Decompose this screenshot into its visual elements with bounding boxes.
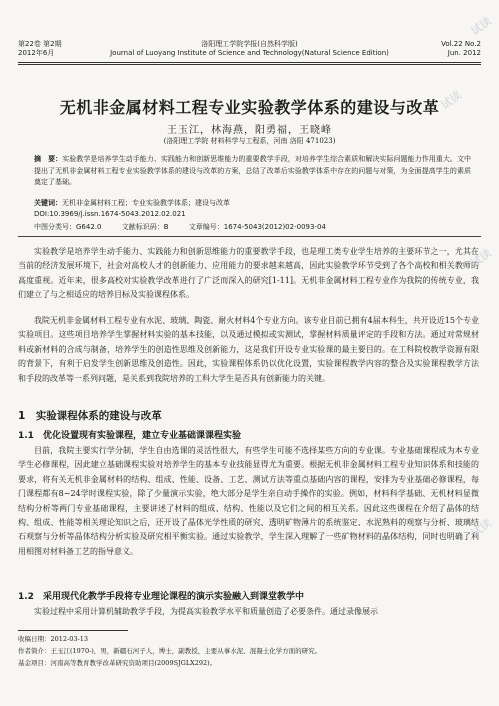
paragraph-intro-1: 实验教学是培养学生动手能力、实践能力和创新思维能力的重要教学手段，也是理工类专业学生培养的主要环节之一，尤其在当前的经济发展环境下，社会对高校人才的创新能力、应用能力的要求越来越高，因此实验教学环节受到了各个高校和相关教师的高度重视。近年来，很多高校对实验教学改革进行了广泛而深入的研究[1-11]。无机非金属材料工程专业作为我院的传统专业，我们建立了与之相适应的培养目标及实验课程体系。 <box>18 247 479 300</box>
header-volume <box>18 40 62 58</box>
header-volume-issue: 第22卷 第2期 <box>18 40 62 48</box>
paper-authors: 王玉江，林海燕，阳勇福，王晓峰 <box>167 125 332 136</box>
footnote-author: 作者简介：王玉江(1970-)，男，新疆石河子人，博士，副教授，主要从事水泥、混凝土化学方面的研究。 <box>18 647 322 655</box>
section-1-1-text: 目前，我院主要实行学分制，学生自由选课的灵活性很大，有些学生可能不选择某些方向的专业课。专业基础课程成为本专业学生必修课程，因此建立基础课程实验对培养学生的基本专业技能显得尤为重要。根据无机非金属材料工程专业知识体系和技能的要求，将有关无机非金属材料的结构、组成、性能、设备、工艺、测试方法等重点基础内容的课程，安排为专业基础必修课程，每门课程都有8~24学时课程实验，除了少量演示实验，绝大部分是学生亲自动手操作的实验。例如，材料科学基础、无机材料显微结构分析等两门专业基础课程，主要讲述了材料的组成、结构、性能以及它们之间的相互关系。因此这些课程在介绍了晶体的结构、组成、性能等相关理论知识之后，还开设了晶体光学性质的研究、透明矿物薄片的系统鉴定、水泥熟料的观察与分析、玻璃结石观察与分析等晶体结构分析实验及研究相平衡实验。通过实验教学，学生深入理解了一些矿物材料的晶体结构，同时也明确了利用相图对材料备工艺的指导意义。 <box>18 446 479 556</box>
section-1-number: 1 <box>18 410 26 422</box>
section-1-2-title: 采用现代化教学手段将专业理论课程的演示实验融入到课堂教学中 <box>42 592 304 602</box>
abstract-label: 摘 要： <box>34 155 63 163</box>
document-code: 文献标识码：B <box>121 223 169 231</box>
watermark: 试读 <box>468 246 495 271</box>
header-journal <box>108 40 391 58</box>
section-1-title: 实验课程体系的建设与改革 <box>35 410 162 422</box>
paper-title: 无机非金属材料工程专业实验教学体系的建设与改革 <box>59 98 440 117</box>
abstract-separator <box>18 236 481 237</box>
header-date: 2012年6月 <box>18 49 55 57</box>
classification <box>34 222 471 232</box>
section-1-1-title: 优化设置现有实验课程，建立专业基础课课程实验 <box>42 431 241 441</box>
keywords-text: 无机非金属材料工程；专业实验教学体系；建设与改革 <box>62 199 230 207</box>
header-rule-thick <box>18 62 481 63</box>
watermark: 试读 <box>468 14 495 39</box>
watermark: 试读 <box>468 516 495 541</box>
footnote-fund: 基金项目：河南高等教育教学改革研究资助项目(2009SJGLX292)。 <box>18 659 217 667</box>
paper-affiliation: (洛阳理工学院 材料科学与工程系，河南 洛阳 471023) <box>163 137 336 145</box>
header-month: Jun. 2012 <box>447 49 481 57</box>
keywords-label: 关键词： <box>34 199 62 207</box>
paragraph-intro-2: 我院无机非金属材料工程专业有水泥、玻璃、陶瓷、耐火材料4个专业方向。该专业目前已拥有4届本科生，共开设近15个专业实验项目。这些项目培养学生掌握材料实验的基本技能，以及通过模拟或实测试，掌握材料质量评定的手段和方法。通过对常规材料或新材料的合成与制备，培养学生的创造性思维及创新能力，这是我们开设专业实验课的最主要目的。在工科院校教学资源有限的背景下，有利于启发学生创新思维及创造性。因此，实验课程体系仍以优化设置，实验课程教学内容的整合及实验课程教学方法和手段的改革等一系列问题，是关系到我院培养的工科大学生是否具有创新能力的关键。 <box>18 316 479 383</box>
header-journal-en: Journal of Luoyang Institute of Science and Technology(Natural Science Edition) <box>110 49 389 57</box>
section-1-2-heading <box>18 589 304 602</box>
footnote-rule <box>18 630 128 631</box>
article-number: 文章编号：1674-5043(2012)02-0093-04 <box>188 223 326 231</box>
abstract-text: 实验教学是培养学生动手能力、实践能力和创新思维能力的重要教学手段，对培养学生综合素质和解决实际问题能力作用重大。文中提出了无机非金属材料工程专业实验教学体系的建设与改革的方案，总结了改革后实验教学体系中存在的问题与对策，为全面提高学生的素质奠定了基础。 <box>34 155 472 186</box>
section-1-heading <box>18 408 162 423</box>
header-journal-cn: 洛阳理工学院学报(自然科学版) <box>201 40 298 48</box>
keywords <box>34 198 471 208</box>
footnote-received: 收稿日期：2012-03-13 <box>18 635 88 643</box>
abstract <box>34 154 471 189</box>
section-1-2-number: 1.2 <box>18 592 34 602</box>
header-rule-thin <box>18 64 481 65</box>
section-1-1-number: 1.1 <box>18 431 34 441</box>
clc-number: 中图分类号：G642.0 <box>34 223 102 231</box>
section-1-2-text: 实验过程中采用计算机辅助教学手段，为提高实验教学水平和质量创造了必要条件。通过录像展示 <box>34 607 378 616</box>
doi: DOI:10.3969/j.issn.1674-5043.2012.02.021 <box>34 210 186 218</box>
header-volume-en <box>441 40 481 58</box>
section-1-1-heading <box>18 428 241 441</box>
watermark: 试读 <box>438 88 465 113</box>
header-vol-no: Vol.22 No.2 <box>441 40 481 48</box>
